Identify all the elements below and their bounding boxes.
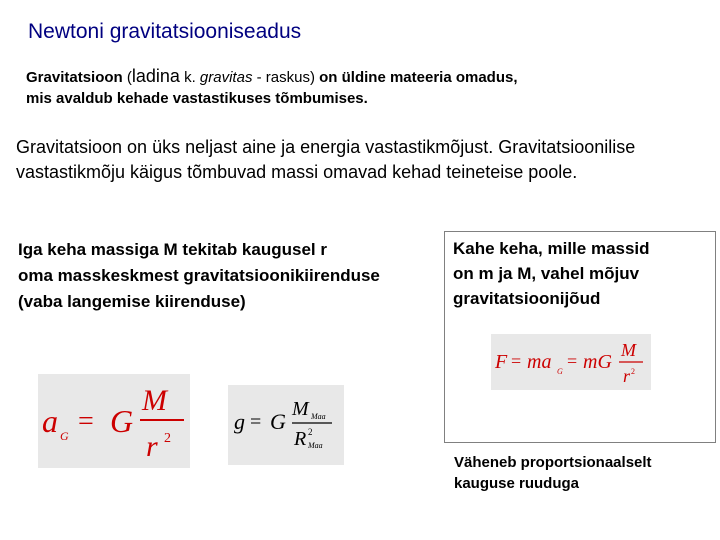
intro-line-1: [26, 66, 666, 88]
intro-text: [26, 66, 666, 109]
intro-part-4: k.: [184, 69, 196, 86]
force-text: [453, 236, 650, 311]
force-line-1: Kahe keha, mille massid: [453, 239, 650, 258]
f3-equals-1: =: [511, 351, 522, 371]
f2-denominator: R: [294, 428, 307, 450]
f1-exponent: 2: [164, 431, 171, 446]
paragraph-line-2: vastastikmõju käigus tõmbuvad massi omavad kehad teineteise poole.: [16, 162, 578, 182]
f2-den-exp: 2: [308, 427, 313, 437]
f1-numerator: M: [142, 384, 167, 417]
f2-num-sub: Maa: [311, 412, 326, 421]
page-title: Newtoni gravitatsiooniseadus: [28, 20, 302, 43]
f3-exponent: 2: [631, 367, 635, 376]
f3-equals-2: =: [567, 351, 578, 371]
paragraph-line-1: Gravitatsioon on üks neljast aine ja energia vastastikmõjust. Gravitatsioonilise: [16, 137, 636, 157]
intro-line-2: mis avaldub kehade vastastikuses tõmbumises.: [26, 90, 368, 107]
f3-ma: ma: [527, 351, 552, 373]
intro-part-2: (: [126, 69, 132, 86]
intro-part-1: Gravitatsioon: [26, 69, 123, 86]
intro-part-5: gravitas: [199, 69, 253, 86]
description-paragraph: [16, 135, 716, 185]
acceleration-text: [18, 237, 380, 315]
earth-gravity-formula: [228, 385, 344, 465]
force-formula: [491, 334, 651, 390]
f2-big-g: G: [270, 409, 286, 434]
inverse-square-note: [454, 452, 652, 494]
f3-mg: mG: [583, 351, 612, 373]
f3-numerator: M: [621, 340, 636, 360]
note-line-1: Väheneb proportsionaalselt: [454, 454, 652, 471]
force-line-3: gravitatsioonijõud: [453, 289, 601, 308]
f2-equals: =: [250, 411, 262, 433]
f1-g: G: [110, 403, 134, 439]
f1-sub-g: G: [60, 429, 69, 443]
intro-part-6: - raskus): [256, 69, 315, 86]
f1-equals: =: [78, 406, 94, 437]
f3-sub-g: G: [557, 367, 563, 376]
f2-numerator: M: [292, 398, 309, 420]
f1-denominator: r: [146, 430, 158, 463]
f1-a: a: [42, 403, 58, 439]
acceleration-line-1: Iga keha massiga M tekitab kaugusel r: [18, 240, 327, 259]
acceleration-line-2: oma masskeskmest gravitatsioonikiirenduse: [18, 266, 380, 285]
f2-den-sub: Maa: [308, 441, 323, 450]
f3-f: F: [495, 351, 508, 373]
note-line-2: kauguse ruuduga: [454, 475, 580, 492]
acceleration-line-3: (vaba langemise kiirenduse): [18, 292, 246, 311]
force-line-2: on m ja M, vahel mõjuv: [453, 264, 640, 283]
acceleration-formula: [38, 374, 190, 468]
intro-part-3: ladina: [131, 66, 180, 86]
intro-part-7: on üldine mateeria omadus,: [319, 69, 518, 86]
f2-g: g: [234, 409, 245, 434]
f3-denominator: r: [623, 366, 631, 386]
